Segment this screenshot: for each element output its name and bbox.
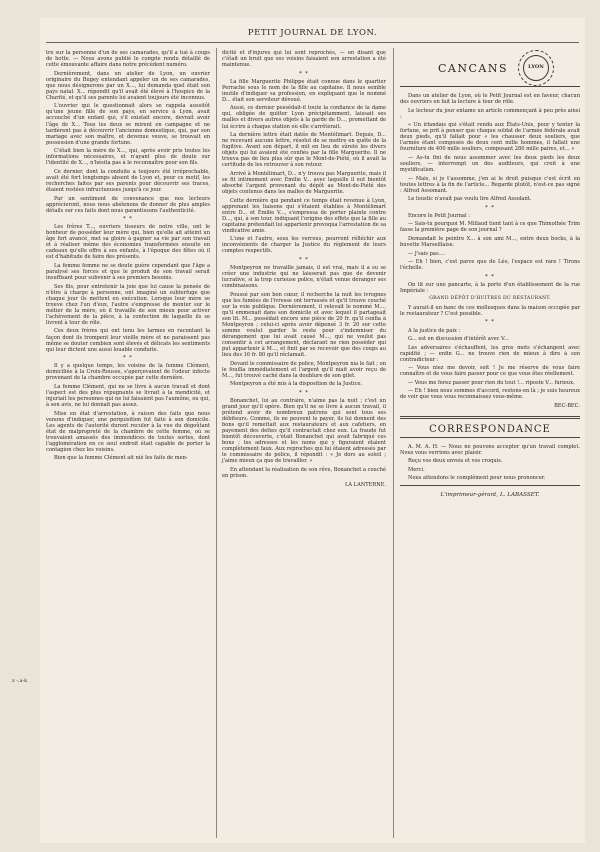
article-paragraph: — Eh ! bien, c'est parce que de Léo, l'espace est rare ! Tirons l'échelle. [400,259,580,272]
article-paragraph: Cette dernière qui pendant ce temps était revenue à Lyon, apprenant les liaisons qui s'étaient établies à Montélimart entre D... et Émilie V..., s'empressa de porter plainte contre D..., qui, à son tour, indiquant l'origine des effets que la fille au capitaine prétendait lui appartenir provoqua l'arrestation de sa vindicative amie. [222,197,387,234]
article-signature: BEC-BEC. [554,403,580,410]
article-paragraph: — Mais, si je t'assomme, j'en ai le droit puisque c'est écrit en toutes lettres à la fin de l'article... Regarde plutôt, n'est-ce pas signé : Alfred Assomant. [400,175,580,194]
section-separator: * * [485,319,495,326]
article-paragraph: Poussé par son bon cœur, il recherche la nuit les ivrognes que les fumées de l'ivresse ont terrassés et qu'il trouve couché sur la voie publique. Dernièrement, il relevait le nommé M..., qu'il emmenait dans son domicile et avec lequel il partageait son lit. M... possédait encore une pièce de 20 fr. qu'il confia à Montpeyron ; celui-ci après avoir dépensé 3 fr. 20 sur cette somme voulut garder le reste pour s'indemniser du dérangement que lui avait causé M..., qui ne voulut pas consentir à cet arrangement, déclarant ne rien posséder qui put appartenir à M..., et finit par se recevoir que des coups au lieu des 16 fr. 80 qu'il réclamait. [222,291,386,359]
margin-mark: z -.a-k [12,678,28,684]
article-paragraph: Demandait le peintre X... à son ami M..., entre deux bocks, à la buvette Marseillaise. [400,235,580,248]
article-paragraph: — J'sais pas.... [408,250,446,257]
shop-notice: GRAND DÉPÔT D'HUITRES DU RESTAURANT. [429,296,551,302]
article-paragraph: Il y a quelque temps, les voisins de la femme Clément, domiciliée à la Croix-Rousse, s'aperçevaient de l'odeur infecte provenant de la chambre occupée par cette dernière. [46,363,210,382]
header-rule [46,42,579,43]
article-paragraph: « Un irlandais qui s'était rendu aux États-Unis, pour y tenter la fortune, se prit à penser que chaque soldat de l'armée fédérale avait deux pieds, qu'il fallait pour « les chausser deux souliers, que l'armée étant composée de deux cent mille hommes, il fallait une fourniture de 400 mille souliers, composant 280 mille paires, et... » [400,122,580,153]
article-paragraph: G... est en discussion d'intérêt avec V... [408,336,509,343]
running-title: PETIT JOURNAL DE LYON. [247,28,378,38]
section-title-cancans: CANCANS [438,62,509,75]
article-paragraph: Ses fils, pour entretenir la joie que lui cause la pensée de n'être à charge à personne, ont imaginé un subterfuge que chaque jour ils mettent en exécution. Lorsque leur mère se trouve chez l'un d'eux, l'autre s'empresse de monter sur le métier de la mère, où il travaille de son mieux pour activer l'achèvement de la pièce, à la confection de laquelle ils se livrent à tour de rôle. [46,283,210,326]
correspondence-paragraph: A. M. A. H. — Nous ne pouvons accepter qu'un travail complet. Nous vous verrions avec plaisir. [400,443,580,456]
article-paragraph: Les adversaires s'échauffent, les gros mots s'échangent avec rapidité ; — enfin G... ne trouve rien de mieux à dire à son contradicteur : [400,344,580,363]
correspondence-paragraph: Nous attendons le complément pour nous prononcer. [408,475,546,482]
postal-stamp [518,50,554,86]
article-paragraph: Bonanchet, lui au contraire, n'aime pas la nuit ; c'est un grand jour qu'il opère. Bien qu'il ne se livre à aucun travail, il prétend avoir de nombreux patrons qui sont tous ses débiteurs. Comme, ils ne peuvent le payer, ils lui donnent des bons qu'il remettait aux restaurateurs et aux cafetiers, en payement des dettes qu'il contractait chez eux. La fraude fut bientôt découverte, c'était Bonanchet qui avait fabriqué ces bons ; les adresses et les noms qui y figuraient étaient complètement faux. Aux reproches qui lui étaient adressés par le commissaire de police, il répondit : « Je dors au soleil ; j'aime mieux ça que de travailler. » [222,397,386,465]
article-paragraph: Mise en état d'arrestation, à raison des faits que nous venons d'indiquer, une perquisition fut faite à son domicile. Les agents de l'autorité durent reculer à la vue du dégoûtant état de malpropreté de la chambre de cette femme, où se trouvaient amassés des immondices de toutes sortes, dont l'agglomération en ce seul endroit était capable de porter la contagion chez les voisins. [46,410,210,453]
article-paragraph: Le lecteur du jour entame un article commençant à peu près ainsi : [400,107,580,120]
article-paragraph: Dernièrement, dans un atelier de Lyon, un ouvrier originaire du Bugey entendant appeler un de ses camarades, que nous désignerons par un X..., lui demanda quel était son pays natal. X... répondit qu'il avait été élevé à l'hospice de la Charité, et qu'il ses parents lui avaient toujours été inconnus. [46,70,210,101]
article-paragraph: A la justice de paix : [408,327,461,334]
section-separator: * * [299,256,309,263]
correspondence-paragraph: Reçu vos deux envois et vos croquis. [408,458,503,465]
article-paragraph: La dernière lettre était datée de Montélimart. Depuis, D... ne recevant aucune lettre, résolut de se mettre en quête de la fugitive. Avant son départ, il mit en lieu de sûreté les divers objets qui lui avaient été confiés par la fille Marguerite. Il ne trouva pas de lieu plus sûr que le Mont-de-Piété, où il avait la certitude de les retrouver à son retour. [222,132,386,169]
section-separator: * * [485,204,495,211]
column-2 [222,50,386,491]
section-title-correspondance: CORRESPONDANCE [429,423,551,435]
article-paragraph: dicité et d'injures qui lui sont reprochés, — en disant que c'était un bruit que ses voisins faisaient son arrestation a été maintenue. [222,50,386,69]
article-paragraph: Montpeyron ne travaille jamais, il est vrai, mais il a su se créer une industrie qui ne laisserait pas que de devenir lucrative, si la trop curieuse police, n'était venue déranger ses combinaisons. [222,265,386,290]
section-rule [400,437,580,438]
column-1 [46,50,210,464]
stamp-text: LYON [528,64,544,70]
cancans-header [400,50,580,84]
article-paragraph: Bien que la femme Clément ait nié les faits de men- [54,455,188,462]
article-paragraph: On lit sur une pancarte, à la porte d'un établissement de la rue Impériale : [400,281,580,294]
article-paragraph: Ces deux frères qui ont tenu les larmes en racontant la façon dont ils trompent leur vieille mère et ne paraissent pas même se douter combien sont élevés et délicats les sentiments qui leur dictent une aussi louable conduite. [46,328,210,353]
article-paragraph: — Vous niez me devoir, soit ! Je me réserve de vous faire connaître et de vous faire passer pour ce que vous êtes réellement. [400,365,580,378]
article-paragraph: Y aurait-il un banc de ces mollusques dans la maison occupée par le restaurateur ? C'est possible. [400,304,580,317]
section-separator: * * [299,389,309,396]
article-paragraph: Encore le Petit Journal : [408,212,470,219]
section-separator: * * [299,70,309,77]
article-paragraph: En attendant la réalisation de son rêve, Bonanchet a couché en prison. [222,466,386,479]
section-rule [400,485,580,486]
article-paragraph: Dans un atelier de Lyon, où le Petit Journal est en faveur, chacun des ouvriers en fait la lecture à tour de rôle. [400,93,580,106]
article-paragraph: — Sais-tu pourquoi M. Millaud tient tant à ce que Thimothée Trim fasse la première page de son journal ? [400,221,580,234]
newspaper-page [40,18,585,843]
article-paragraph: Devant le commissaire de police, Montpeyron nia le fait ; on le fouilla immédiatement et l'argent qu'il niait avoir reçu de M..., fut trouvé caché dans la doublure de son gilet. [222,360,386,379]
article-signature: LA LANTERNE. [345,482,386,489]
article-paragraph: L'ouvrier qui le questionnait alors se rappela aussitôt qu'une jeune fille de son pays, en service à Lyon, avait accouché d'un enfant qui, s'il existait encore, devrait avoir l'âge de X... Tous les deux se mirent en campagne et ne tardèrent pas à découvrir l'ancienne domestique, qui, par son mariage avec son maître, et devenue veuve, se trouvait en possession d'une grande fortune. [46,103,210,146]
article-paragraph: C'était bien la mère de X..., qui, après avoir pris toutes les informations nécessaires, et n'ayant plus de doute sur l'identité de X..., n'hésita pas à le reconnaître pour son fils. [46,148,210,167]
column-divider-1 [216,48,217,838]
article-paragraph: Aussi, ce dernier possédait-il toute la confiance de la dame qui, obligée de quitter Lyon précipitamment, laissait ses malles et divers autres objets à la garde de D..., promettant de lui écrire à chaque station où elle s'arrêterait. [222,105,386,130]
article-paragraph: L'une et l'autre, sous les verrous, pourront réfléchir aux inconvénients de charger la Justice du règlement de leurs comptes respectifs. [222,236,386,255]
article-paragraph: — Vous me ferez passer pour rien du tout !... riposte V... furieux. [408,379,575,386]
column-3 [400,50,580,501]
article-paragraph: La fille Marguerite Philippe était connue dans le quartier Perrache sous le nom de la fille au capitaine. Il nous semble inutile d'indiquer sa profession, en expliquant que le nommé D... était son serviteur dévoué. [222,78,386,103]
column-divider-2 [393,48,394,838]
article-paragraph: Ce dernier, dont la conduite a toujours été irréprochable, avait été fort longtemps absent de Lyon et, pour ce motif, les recherches faites par ses parents pour découvrir ses traces, étaient restées infructueuses jusqu'à ce jour. [46,168,210,193]
section-separator: * * [123,216,133,223]
article-paragraph: Le loustic n'avait pas voulu lire Alfred Assolant. [408,196,532,203]
section-rule [400,416,580,419]
article-paragraph: Par un sentiment de convenance que nos lecteurs apprécieront, nous nous abstenons de donner de plus amples détails sur ces faits dont nous garantissons l'authenticité. [46,195,210,214]
section-rule [400,86,580,87]
article-paragraph: Arrivé à Montélimart, D... n'y trouva pas Marguerite, mais il se fit intimement avec Émilie V... avec laquelle il eut bientôt absorbé l'argent provenant du dépôt au Mont-de-Piété des objets contenus dans les malles de Marguerite. [222,170,386,195]
article-paragraph: La femme femme ne se doute guère cependant que l'âge a paralysé ses forces et que le produit de son travail serait insuffisant pour subvenir à ses premiers besoins. [46,263,210,282]
article-paragraph: tre sur la personne d'un de ses camarades, qu'il a tué à coups de hotte. — Nous avons publié le compte rendu détaillé de cette émouvante affaire dans notre précédent numéro. [46,50,210,69]
article-paragraph: Les frères T..., ouvriers tisseurs de notre ville, ont le bonheur de posséder leur mère qui, bien qu'elle ait atteint un âge fort avancé, met sa gloire à gagner sa vie par son travail et à réaliser même des économies transformées ensuite en cadeaux qu'elle offre à ses enfants, à l'époque des fêtes où il est d'habitude de faire des présents. [46,224,210,261]
article-paragraph: Montpeyron a été mis à la disposition de la Justice. [230,381,363,388]
correspondence-paragraph: Merci. [408,466,425,473]
article-paragraph: — As-tu fini de nous assommer avec les deux pieds les deux souliers, — interrompt un des auditeurs, qui croit à une mystification. [400,154,580,174]
imprint-line: L'imprimeur-gérant, L. LABASSET. [440,492,540,499]
section-separator: * * [485,273,495,280]
section-separator: * * [123,355,133,362]
article-paragraph: — Eh ! bien nous sommes d'accord, restons-en là ; je suis heureux de voir que vous vous reconnaissez vous-même. [400,388,580,401]
article-paragraph: La femme Clément, qui ne se livre à aucun travail et dont l'aspect est des plus répugnants se livrait à la mendicité, et injuriait les personnes qui ne lui faisaient pas l'aumône, ou qui, à son avis, ne lui donnait pas assez. [46,383,210,408]
